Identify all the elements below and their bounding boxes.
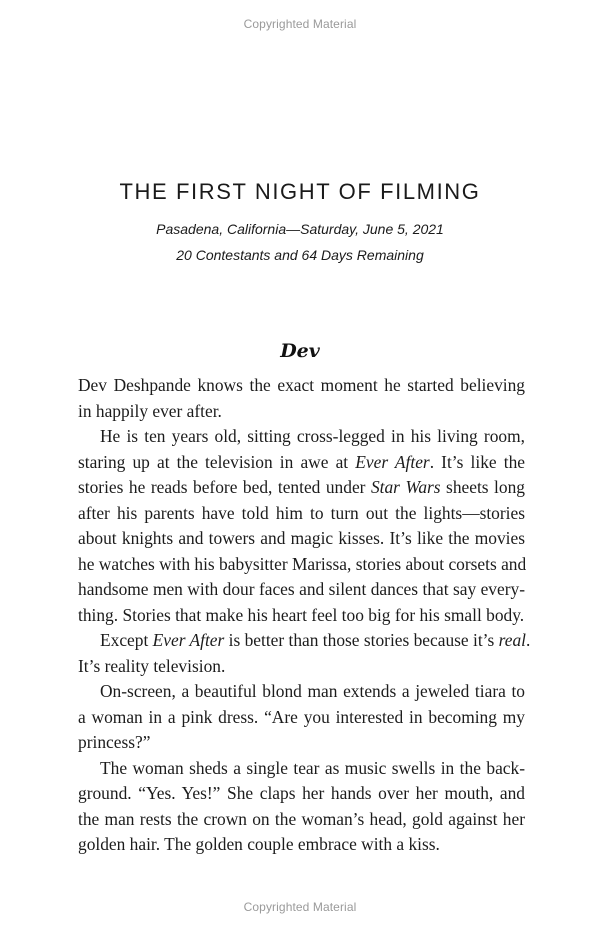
text-line: golden hair. The golden couple embrace with a kiss. — [78, 834, 440, 854]
text-line: On-screen, a beautiful blond man extends a jeweled tiara to — [100, 681, 525, 701]
text-run: staring up at the television in awe at — [78, 451, 356, 472]
text-line: after his parents have told him to turn out the lights—stories — [78, 502, 525, 523]
text-line: a woman in a pink dress. “Are you interested in becoming my — [78, 706, 525, 727]
italic-title: Star Wars — [370, 477, 441, 497]
body-text — [78, 373, 531, 858]
text-run: is better than those stories because it’s — [224, 630, 499, 650]
text-line: ground. “Yes. Yes!” She claps her hands over her mouth, and — [78, 783, 525, 803]
text-line: the man rests the crown on the woman’s head, gold against her — [78, 808, 525, 829]
text-line — [78, 475, 525, 501]
chapter-location-date: Pasadena, California—Saturday, June 5, 2021 — [156, 221, 444, 237]
text-line: he watches with his babysitter Marissa, stories about corsets and — [78, 553, 527, 574]
watermark-bottom: Copyrighted Material — [243, 900, 357, 914]
text-line: Dev Deshpande knows the exact moment he started believing — [78, 375, 525, 395]
text-line: thing. Stories that make his heart feel too big for his small body. — [78, 604, 525, 625]
text-line: The woman sheds a single tear as music swells in the back- — [100, 757, 525, 778]
text-run: sheets long — [440, 477, 525, 497]
text-run: . It’s like the — [429, 451, 525, 472]
text-line: about knights and towers and magic kisses. It’s like the movies — [78, 528, 525, 548]
italic-title: Ever After — [152, 630, 225, 650]
italic-title: Ever After — [355, 451, 430, 472]
text-run: Except — [100, 630, 153, 650]
chapter-title: THE FIRST NIGHT OF FILMING — [119, 179, 481, 204]
watermark-top: Copyrighted Material — [243, 17, 357, 31]
text-line: in happily ever after. — [78, 400, 222, 421]
text-line: He is ten years old, sitting cross-legged in his living room, — [100, 426, 525, 446]
text-line: handsome men with dour faces and silent dances that say every- — [78, 579, 525, 599]
pov-heading: Dev — [280, 340, 320, 362]
italic-word: real — [498, 630, 526, 650]
text-run: . — [525, 630, 531, 650]
chapter-countdown: 20 Contestants and 64 Days Remaining — [176, 247, 424, 263]
text-line — [78, 628, 531, 654]
text-line — [78, 450, 525, 476]
text-line: princess?” — [78, 732, 151, 752]
text-run: stories he reads before bed, tented under — [78, 477, 371, 497]
text-line: It’s reality television. — [78, 655, 226, 676]
